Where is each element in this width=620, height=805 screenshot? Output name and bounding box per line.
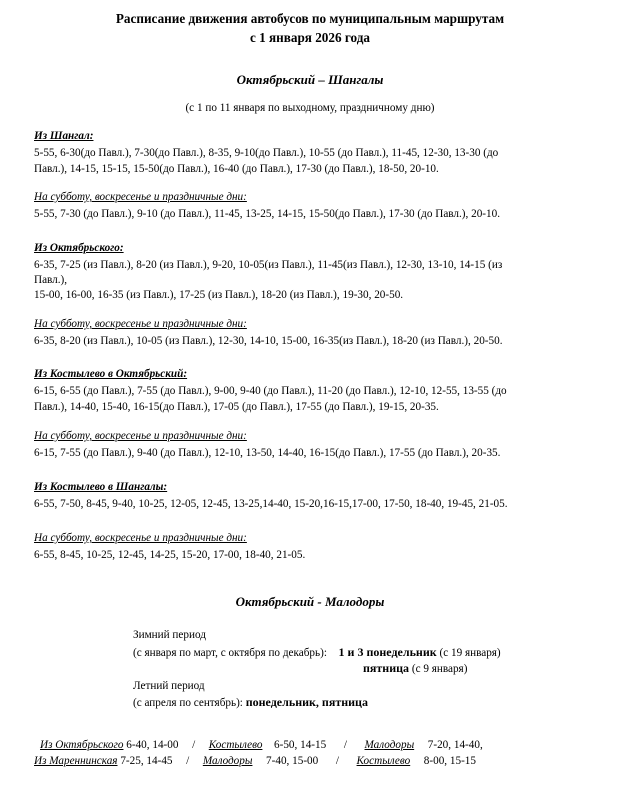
weekend-header: На субботу, воскресенье и праздничные дни:: [34, 532, 247, 544]
block-header-kostylevo-oktyabrsky: Из Костылево в Октябрьский:: [34, 368, 188, 380]
schedule-line: Павл.), 14-15, 15-15, 15-50(до Павл.), 16-40 (до Павл.), 17-30 (до Павл.), 18-50, 20-10.: [34, 163, 439, 175]
weekend-header: На субботу, воскресенье и праздничные дни:: [34, 430, 247, 442]
schedule-line: 6-55, 7-50, 8-45, 9-40, 10-25, 12-05, 12-45, 13-25,14-40, 15-20,16-15,17-00, 17-50, 18-40, 19-45, 21-05.: [34, 498, 508, 510]
separator: /: [343, 739, 347, 751]
summer-period-range: [133, 694, 368, 711]
schedule-line: 5-55, 6-30(до Павл.), 7-30(до Павл.), 8-35, 9-10(до Павл.), 10-55 (до Павл.), 11-45, 12-30, 13-30 (до: [34, 147, 499, 159]
route2-title: Октябрьский - Малодоры: [235, 594, 385, 609]
route2-row1: [40, 737, 483, 753]
stop-times: 7-40, 15-00: [266, 755, 319, 767]
schedule-line: Павл.), 14-40, 15-40, 16-15(до Павл.), 17-05 (до Павл.), 17-55 (до Павл.), 19-15, 20-35.: [34, 401, 439, 413]
schedule-line: 6-35, 8-20 (из Павл.), 10-05 (из Павл.), 12-30, 14-10, 15-00, 16-35(из Павл.), 18-20 (из Павл.), 20-50.: [34, 335, 503, 347]
winter-days-note: (с 19 января): [439, 647, 501, 659]
schedule-line: 5-55, 7-30 (до Павл.), 9-10 (до Павл.), 11-45, 13-25, 14-15, 15-50(до Павл.), 17-30 (до Павл.), 20-10.: [34, 208, 501, 220]
page-title-line2: с 1 января 2026 года: [249, 30, 371, 45]
route2-row2: [34, 753, 476, 769]
block-header-from-oktyabrsky: Из Октябрьского:: [34, 242, 124, 254]
weekend-header: На субботу, воскресенье и праздничные дни:: [34, 191, 247, 203]
stop-name: Из Мареннинская: [34, 755, 118, 767]
weekend-header: На субботу, воскресенье и праздничные дни:: [34, 318, 247, 330]
route1-title: Октябрьский – Шангалы: [236, 72, 384, 87]
summer-period-label: Летний период: [133, 680, 205, 692]
stop-name: Малодоры: [202, 755, 253, 767]
schedule-line: 6-35, 7-25 (из Павл.), 8-20 (из Павл.), 9-20, 10-05(из Павл.), 11-45(из Павл.), 12-30, 13-10, 14-15 (из: [34, 259, 503, 271]
winter-range-text: (с января по март, с октября по декабрь):: [133, 647, 327, 659]
winter-days2-note: (с 9 января): [411, 663, 468, 675]
block-header-kostylevo-shangaly: Из Костылево в Шангалы:: [34, 481, 168, 493]
winter-period-label: Зимний период: [133, 629, 206, 641]
winter-days2-bold: пятница: [363, 661, 410, 675]
stop-name: Малодоры: [364, 739, 415, 751]
stop-times: 7-25, 14-45: [120, 755, 173, 767]
stop-name: Из Октябрьского: [40, 739, 124, 751]
stop-name: Костылево: [356, 755, 411, 767]
separator: /: [335, 755, 339, 767]
schedule-line: Павл.),: [34, 274, 68, 286]
winter-days-bold: 1 и 3 понедельник: [338, 645, 437, 659]
route1-note: (с 1 по 11 января по выходному, праздничному дню): [185, 102, 435, 114]
page-title-line1: Расписание движения автобусов по муниципальным маршрутам: [115, 11, 505, 26]
stop-name: Костылево: [208, 739, 263, 751]
stop-times: 6-40, 14-00: [126, 739, 179, 751]
schedule-line: 6-15, 6-55 (до Павл.), 7-55 (до Павл.), 9-00, 9-40 (до Павл.), 11-20 (до Павл.), 12-10, 12-55, 13-55 (до: [34, 385, 507, 397]
stop-times: 7-20, 14-40,: [427, 739, 483, 751]
schedule-line: 6-15, 7-55 (до Павл.), 9-40 (до Павл.), 12-10, 13-50, 14-40, 16-15(до Павл.), 17-55 (до Павл.), 20-35.: [34, 447, 501, 459]
winter-period-range: [133, 644, 501, 661]
summer-range-text: (с апреля по сентябрь):: [133, 697, 243, 709]
schedule-line: 6-55, 8-45, 10-25, 12-45, 14-25, 15-20, 17-00, 18-40, 21-05.: [34, 549, 306, 561]
winter-days2: [363, 660, 467, 677]
block-header-from-shangaly: Из Шангал:: [34, 130, 94, 142]
schedule-line: 15-00, 16-00, 16-35 (из Павл.), 17-25 (из Павл.), 18-20 (из Павл.), 19-30, 20-50.: [34, 289, 404, 301]
summer-days-bold: понедельник, пятница: [245, 695, 368, 709]
stop-times: 8-00, 15-15: [423, 755, 476, 767]
separator: /: [192, 739, 196, 751]
separator: /: [186, 755, 190, 767]
stop-times: 6-50, 14-15: [274, 739, 327, 751]
